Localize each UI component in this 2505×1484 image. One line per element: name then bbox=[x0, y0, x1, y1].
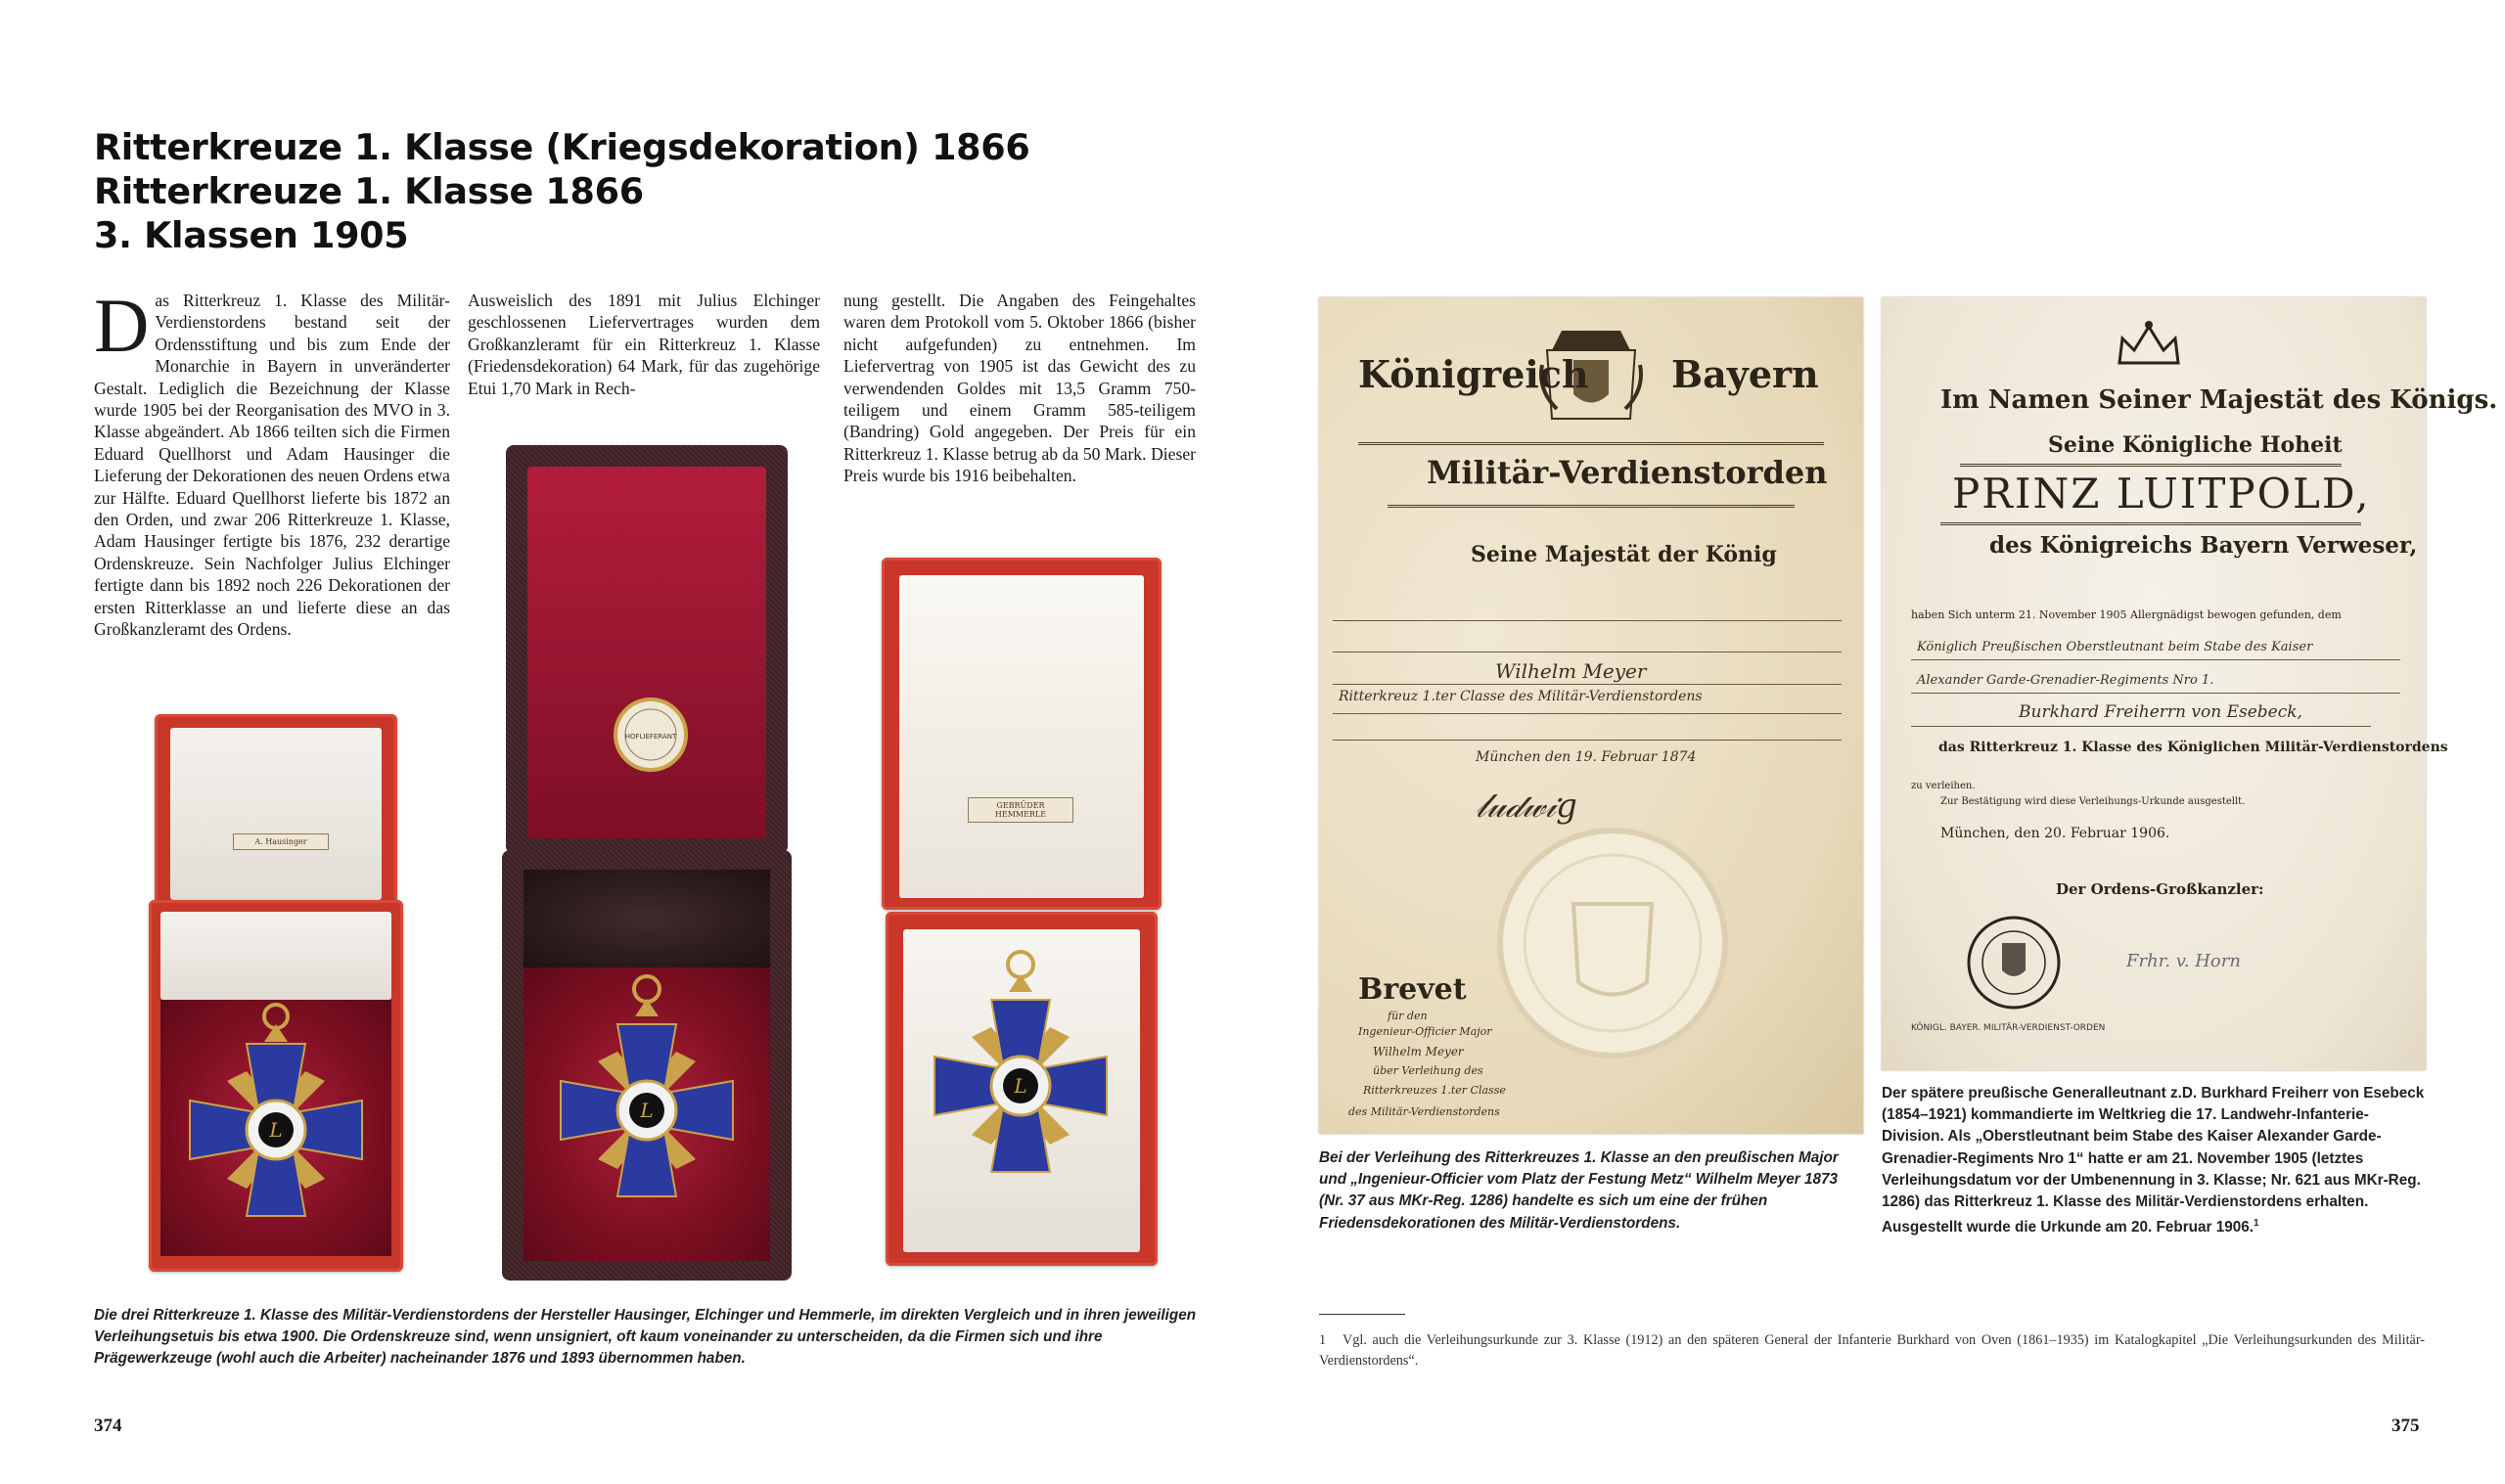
maker-label: GEBRÜDER HEMMERLE bbox=[968, 797, 1073, 823]
stamp-text: KÖNIGL. BAYER. MILITÄR-VERDIENST-ORDEN bbox=[1911, 1023, 2106, 1033]
footnote-ref: 1 bbox=[2254, 1218, 2259, 1230]
doc1-brevet-line-6: des Militär-Verdienstordens bbox=[1348, 1105, 1500, 1118]
case-lid bbox=[506, 445, 788, 854]
doc2-line-1: Im Namen Seiner Majestät des Königs. bbox=[1940, 385, 2498, 415]
doc1-brevet-line-2: Ingenieur-Officier Major bbox=[1358, 1025, 1492, 1038]
doc2-line-4: des Königreichs Bayern Verweser, bbox=[1989, 532, 2418, 559]
doc1-header-right: Bayern bbox=[1671, 352, 1819, 396]
doc1-brevet-line-3: Wilhelm Meyer bbox=[1373, 1045, 1464, 1058]
doc1-signature: 𝓁𝓊𝒹𝓌𝒾𝑔 bbox=[1476, 787, 1577, 826]
order-cross-1 bbox=[178, 1003, 374, 1228]
svg-text:L: L bbox=[640, 1099, 654, 1122]
doc1-recipient: Wilhelm Meyer bbox=[1495, 659, 1647, 683]
doc2-line-6: Königlich Preußischen Oberstleutnant beim Stabe des Kaiser bbox=[1917, 640, 2313, 654]
footnote-number: 1 bbox=[1319, 1332, 1327, 1348]
doc2-signature: Frhr. v. Horn bbox=[2126, 951, 2241, 971]
doc2-line-12: München, den 20. Februar 1906. bbox=[1940, 826, 2170, 841]
body-text-3: nung gestellt. Die Angaben des Feingehaltes waren dem Protokoll vom 5. Oktober 1866 (bisher nicht aufgefunden) zu entnehmen. Im Liefervertrag von 1905 ist das Gewicht des zu verwendenden Goldes mit 13,5 Gramm 750-teiligem und einem Gramm 585-teiligem (Bandring) Gold angegeben. Der Preis für ein Ritterkreuz 1. Klasse betrug ab da 50 Mark. Dieser Preis wurde bis 1916 beibehalten. bbox=[843, 291, 1196, 486]
footnote bbox=[1319, 1330, 2425, 1372]
title-line-1: Ritterkreuze 1. Klasse (Kriegsdekoration) 1866 bbox=[94, 126, 1030, 168]
case-lid bbox=[155, 714, 397, 910]
maker-label: A. Hausinger bbox=[233, 833, 329, 850]
doc2-line-3: PRINZ LUITPOLD, bbox=[1952, 470, 2371, 517]
doc1-place-date: München den 19. Februar 1874 bbox=[1476, 749, 1697, 765]
page-title bbox=[94, 125, 1170, 257]
doc1-brevet-line-4: über Verleihung des bbox=[1373, 1064, 1483, 1077]
seal-text: HOFLIEFERANT bbox=[624, 733, 677, 741]
certificate-esebeck bbox=[1882, 297, 2498, 1070]
doc2-line-11: Zur Bestätigung wird diese Verleihungs-Urkunde ausgestellt. bbox=[1940, 796, 2246, 807]
doc1-brevet: Brevet bbox=[1358, 972, 1467, 1007]
maker-seal bbox=[612, 696, 690, 774]
doc2-line-7: Alexander Garde-Grenadier-Regiments Nro 1. bbox=[1917, 673, 2214, 688]
svg-text:L: L bbox=[1014, 1074, 1027, 1098]
caption-esebeck-text: Der spätere preußische Generalleutnant z.D. Burkhard Freiherr von Esebeck (1854–1921) kommandierte im Weltkrieg die 17. Landwehr-Infanterie-Division. Als „Oberstleutnant beim Stabe des Kaiser Alexander Garde-Grenadier-Regiments Nro 1“ hatte er am 21. November 1905 (letztes Verleihungsdatum vor der Umbenennung in 3. Klasse; Nr. 621 aus MKr-Reg. 1286) das Ritterkreuz 1. Klasse des Militär-Verdienstordens erhalten. Ausgestellt wurde die Urkunde am 20. Februar 1906. bbox=[1882, 1085, 2425, 1237]
page-number-right: 375 bbox=[2391, 1416, 2420, 1436]
order-cross-3 bbox=[923, 949, 1118, 1184]
body-text-1: as Ritterkreuz 1. Klasse des Militär-Verdienstordens bestand seit der Ordensstiftung und bis zum Ende der Monarchie in Bayern in unveränderter Gestalt. Lediglich die Bezeichnung der Klasse wurde 1905 bei der Reorganisation des MVO in 3. Klasse abgeändert. Ab 1866 teilten sich die Firmen Eduard Quellhorst und Adam Hausinger die Lieferung der Dekorationen des neuen Ordens etwa zur Hälfte. Eduard Quellhorst lieferte bis 1872 an den Orden, und zwar 206 Ritterkreuze 1. Klasse, Adam Hausinger fertigte bis 1876, 232 derartige Ordenskreuze. Sein Nachfolger Julius Elchinger fertigte dann bis 1892 noch 226 Dekorationen der ersten Ritterklasse an und lieferte diese an das Großkanzleramt des Ordens. bbox=[94, 291, 450, 640]
caption-meyer: Bei der Verleihung des Ritterkreuzes 1. Klasse an den preußischen Major und „Ingenieur-Officier vom Platz der Festung Metz“ Wilhelm Meyer 1873 (Nr. 37 aus MKr-Reg. 1286) handelte es sich um eine der frühen Friedensdekorationen des Militär-Verdienstordens. bbox=[1319, 1149, 1839, 1232]
certificate-meyer bbox=[1319, 297, 1863, 1134]
body-text-2: Ausweislich des 1891 mit Julius Elchinger geschlossenen Liefervertrages wurden dem Großkanzleramt für ein Ritterkreuz 1. Klasse (Friedensdekoration) 64 Mark, für das zugehörige Etui 1,70 Mark in Rech- bbox=[468, 291, 820, 398]
footnote-text: Vgl. auch die Verleihungsurkunde zur 3. Klasse (1912) an den späteren General der Infanterie Burkhard von Oven (1861–1935) im Katalogkapitel „Die Verleihungsurkunden des Militär-Verdienstordens“. bbox=[1319, 1332, 2425, 1369]
page-number-left: 374 bbox=[94, 1416, 122, 1436]
footnote-divider bbox=[1319, 1314, 1405, 1315]
caption-medal-cases: Die drei Ritterkreuze 1. Klasse des Militär-Verdienstordens der Hersteller Hausinger, Elchinger und Hemmerle, im direkten Vergleich und in ihren jeweiligen Verleihungsetuis bis etwa 1900. Die Ordenskreuze sind, wenn unsigniert, oft kaum voneinander zu unterscheiden, da die Firmen sich und ihre Prägewerkzeuge (wohl auch die Arbeiter) nacheinander 1876 und 1893 übernommen haben. bbox=[94, 1307, 1197, 1368]
medal-case-hemmerle bbox=[882, 558, 1161, 1272]
doc1-majesty: Seine Majestät der König bbox=[1471, 542, 1777, 567]
drop-cap: D bbox=[94, 283, 150, 368]
doc2-line-13: Der Ordens-Großkanzler: bbox=[2056, 880, 2264, 898]
title-line-3: 3. Klassen 1905 bbox=[94, 214, 409, 256]
doc2-line-8: Burkhard Freiherrn von Esebeck, bbox=[2019, 702, 2302, 722]
doc2-line-5: haben Sich unterm 21. November 1905 Allergnädigst bewogen gefunden, dem bbox=[1911, 608, 2342, 621]
doc2-line-9: das Ritterkreuz 1. Klasse des Königlichen Militär-Verdienstordens bbox=[1938, 740, 2448, 755]
svg-text:L: L bbox=[269, 1118, 283, 1142]
doc1-brevet-line-5: Ritterkreuzes 1.ter Classe bbox=[1363, 1084, 1506, 1097]
medal-case-hausinger bbox=[149, 714, 403, 1277]
body-column-1 bbox=[94, 283, 450, 641]
stamp-seal-icon bbox=[1965, 914, 2063, 1012]
doc1-header-left: Königreich bbox=[1358, 352, 1589, 396]
doc1-decoration: Ritterkreuz 1.ter Classe des Militär-Verdienstordens bbox=[1339, 689, 1703, 704]
crown-icon bbox=[2115, 319, 2183, 368]
body-column-3 bbox=[843, 290, 1196, 487]
title-line-2: Ritterkreuze 1. Klasse 1866 bbox=[94, 170, 644, 212]
embossed-seal-icon bbox=[1476, 826, 1750, 1070]
body-column-2 bbox=[468, 290, 820, 399]
order-cross-2 bbox=[549, 973, 745, 1208]
doc1-order-name: Militär-Verdienstorden bbox=[1427, 454, 1828, 491]
caption-esebeck bbox=[1882, 1083, 2426, 1239]
doc2-line-10: zu verleihen. bbox=[1911, 781, 1976, 791]
doc1-brevet-line-1: für den bbox=[1388, 1010, 1428, 1022]
medal-case-elchinger bbox=[502, 445, 792, 1282]
doc2-line-2: Seine Königliche Hoheit bbox=[2048, 432, 2343, 458]
case-lid bbox=[882, 558, 1161, 910]
